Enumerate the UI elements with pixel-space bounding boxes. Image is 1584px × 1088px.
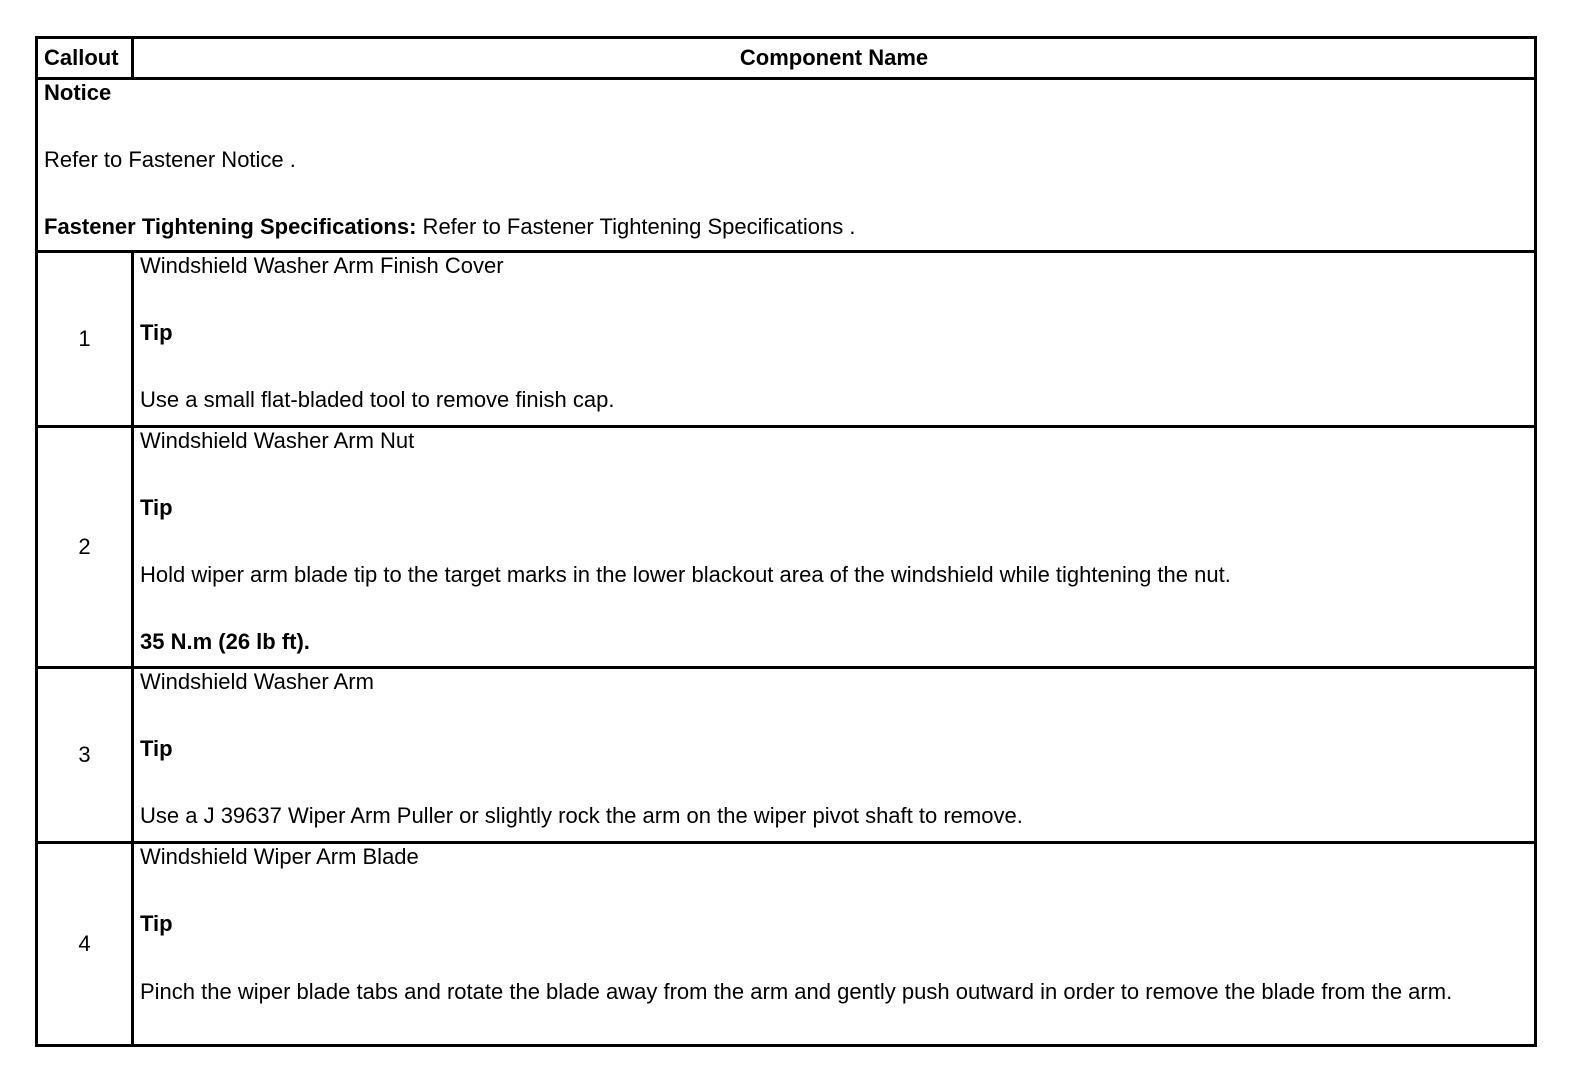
- component-cell: [133, 427, 1536, 668]
- tip-label: Tip: [140, 495, 173, 520]
- callout-number: 4: [37, 843, 133, 1046]
- fastener-notice-text: Refer to Fastener Notice .: [44, 147, 296, 172]
- tip-label: Tip: [140, 911, 173, 936]
- component-name: Windshield Washer Arm Finish Cover: [140, 253, 504, 278]
- notice-row: [37, 79, 1536, 252]
- component-cell: [133, 843, 1536, 1046]
- table-row: [37, 668, 1536, 843]
- callout-number: 3: [37, 668, 133, 843]
- notice-title: Notice: [44, 80, 112, 105]
- table-row: [37, 427, 1536, 668]
- table-row: [37, 843, 1536, 1046]
- fastener-spec-label: Fastener Tightening Specifications:: [44, 214, 417, 239]
- notice-cell: [37, 79, 1536, 252]
- tip-text: Pinch the wiper blade tabs and rotate the blade away from the arm and gently push outward in order to remove the blade from the arm.: [140, 979, 1453, 1004]
- component-name: Windshield Washer Arm Nut: [140, 428, 415, 453]
- table-row: [37, 252, 1536, 427]
- component-cell: [133, 668, 1536, 843]
- tip-label: Tip: [140, 320, 173, 345]
- tip-text: Hold wiper arm blade tip to the target marks in the lower blackout area of the windshield while tightening the nut.: [140, 562, 1231, 587]
- component-name: Windshield Wiper Arm Blade: [140, 844, 419, 869]
- torque-spec: 35 N.m (26 lb ft).: [140, 629, 310, 654]
- callout-column-header: Callout: [37, 38, 133, 79]
- fastener-spec-text: Refer to Fastener Tightening Specifications .: [416, 214, 856, 239]
- tip-label: Tip: [140, 736, 173, 761]
- component-name-column-header: Component Name: [133, 38, 1536, 79]
- component-table: [35, 36, 1537, 1047]
- fastener-spec-line: [44, 214, 1528, 240]
- tip-text: Use a J 39637 Wiper Arm Puller or slightly rock the arm on the wiper pivot shaft to remove.: [140, 803, 1023, 828]
- component-name: Windshield Washer Arm: [140, 669, 374, 694]
- callout-number: 2: [37, 427, 133, 668]
- header-row: [37, 38, 1536, 79]
- component-cell: [133, 252, 1536, 427]
- callout-number: 1: [37, 252, 133, 427]
- tip-text: Use a small flat-bladed tool to remove finish cap.: [140, 387, 615, 412]
